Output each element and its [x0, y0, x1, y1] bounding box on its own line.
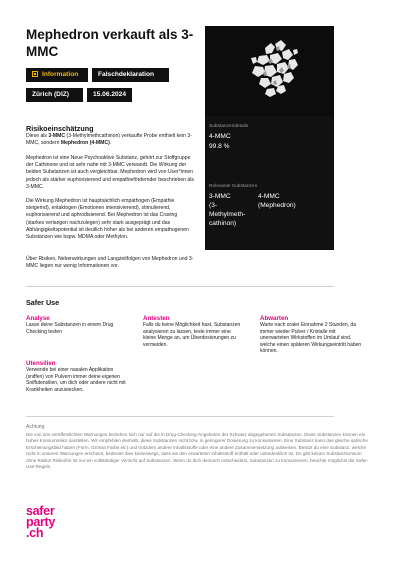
attention-text: Die von uns veröffentlichten Warnungen beziehen sich nur auf die in Drug-Checking-Angeboten der Schweiz abgegebenen Substanzen. Diese Substanzen können ein hohes Konsumrisiko darstellen. Wir empfehlen deshalb, diese Substanzen nicht bzw. in geringerer Dosierung zu konsumieren. Eine Substanz kann das gleiche optische Erscheinungsbild haben (Form, Grösse,Farbe etc) und trotzdem andere Inhaltsstoffe oder eine andere Zusammensetzung aufweisen. Besitzt du eine Substanz, welche nicht in unseren Warnungen erscheint, bedeutet dies keineswegs, dass sie den erwarteten Inhaltsstoff enthält oder unbedenklich ist. Du gibt keinen Substanzkonsum ohne Risiko! Risikofrei ist nur ein vollständiger Verzicht auf Substanzen. Wenn du dich dennoch entscheidest, Substanzen zu konsumieren, beachte möglichst die Safer-Use-Regeln.	[26, 432, 369, 470]
substance-panel	[205, 26, 334, 250]
logo-line-3: .ch	[26, 526, 44, 540]
risk-p1-bold-b: Mephedron (4-MMC)	[60, 140, 110, 147]
section-divider-top	[26, 286, 334, 287]
relevant-substance-1-name: 3-MMC	[209, 193, 231, 200]
date-tag-label: 15.06.2024	[93, 91, 127, 98]
section-divider-bottom	[26, 416, 334, 417]
attention-heading: Achtung	[26, 424, 45, 430]
city-tag	[26, 88, 83, 102]
relevant-substance-2-name: 4-MMC	[258, 193, 280, 200]
risk-p1-text-a: Diese als	[26, 133, 49, 139]
logo-line-2: party	[26, 515, 56, 529]
substance-name: 4-MMC	[209, 133, 231, 140]
warning-tag-label: Falschdeklaration	[98, 71, 155, 78]
city-tag-label: Zürich (DIZ)	[32, 91, 69, 98]
risk-paragraph-4: Über Risiken, Nebenwirkungen und Langzeitfolgen von Mephedron und 3-MMC liegen nur wenig Informationen vor.	[26, 256, 194, 270]
relevant-substance-2	[258, 192, 318, 210]
substance-details-label: Substanzendetails	[209, 124, 249, 129]
risk-paragraph-3: Die Wirkung Mephedron ist hauptsächlich empathogen (Empathie steigernd), entaktogen (Emotionen intensivierend), stimulierend, euphorisierend und aphrodisierend. Bei Mephedron ist das Craving (starkes verlangen nachzulegen) sehr stark ausgeprägt und das Abhängigkeitspotential ist deutlich höher als bei anderen empathogenen Substanzen wie bspw. MDMA oder Methylon.	[26, 198, 189, 241]
substance-purity: 99.8 %	[209, 143, 230, 150]
saferparty-logo	[26, 506, 55, 539]
safer-use-analyse-text: Lasse deine Substanzen in einem Drug Checking testen	[26, 322, 114, 335]
page-title: Mephedron verkauft als 3-MMC	[26, 27, 194, 59]
relevant-substances-label: Relevante Substanzen	[209, 184, 258, 189]
risk-p1-bold-a: 3-MMC	[48, 133, 66, 139]
information-tag-label: Information	[42, 71, 79, 78]
risk-p1-text-c: .	[109, 140, 112, 147]
risk-paragraph-1	[26, 133, 196, 147]
info-icon	[32, 71, 38, 77]
logo-line-1: safer	[26, 504, 55, 518]
risk-paragraph-2: Mephedron ist eine Neue Psychoaktive Substanz, gehört zur Stoffgruppe der Cathinone und ist sehr nahe mit 3-MMC verwandt. Die Wirkung der beiden Substanzen ist auch vergleichbar. Mephedron wird von User*innen jedoch als stärker euphorisierend und empathiefördernder beschrieben als 3-MMC.	[26, 155, 194, 190]
safer-use-utensilien-title: Utensilien	[26, 360, 56, 367]
relevant-substance-1-detail: (3-Methylmeth-cathinon)	[209, 202, 246, 227]
warning-tag	[92, 68, 169, 82]
substance-photo	[205, 26, 334, 116]
information-tag	[26, 68, 88, 82]
risk-p1-text-b: (3-Methylmethcathinon) verkaufte Probe enthielt kein 3-MMC, sondern	[26, 133, 192, 147]
safer-use-antesten-text: Falls du keine Möglichkeit hast, Substanzen analysieren zu lassen, teste immer eine kleine Menge an, um Überdosierungen zu vermeiden.	[143, 322, 241, 348]
safer-use-antesten-title: Antesten	[143, 315, 170, 322]
risk-heading: Risikoeinschätzung	[26, 124, 94, 133]
safer-use-analyse-title: Analyse	[26, 315, 50, 322]
date-tag	[87, 88, 132, 102]
safer-use-abwarten-text: Warte nach oraler Einnahme 2 Stunden, da immer wieder Pulver / Kristalle mit unerwarteten Wirkstoffen im Umlauf sind, welche einen späteren Wirkungseintritt haben können.	[260, 322, 362, 355]
safer-use-heading: Safer Use	[26, 298, 60, 307]
relevant-substance-2-detail: (Mephedron)	[258, 202, 296, 209]
safer-use-utensilien-text: Verwende bei einer nasalen Applikation (sniffen) von Pulvern immer deine eigenen Sniffutensilien, um dich oder andere nicht mit Krankheiten anzustecken.	[26, 367, 126, 393]
safer-use-abwarten-title: Abwarten	[260, 315, 289, 322]
relevant-substance-1	[209, 192, 253, 228]
